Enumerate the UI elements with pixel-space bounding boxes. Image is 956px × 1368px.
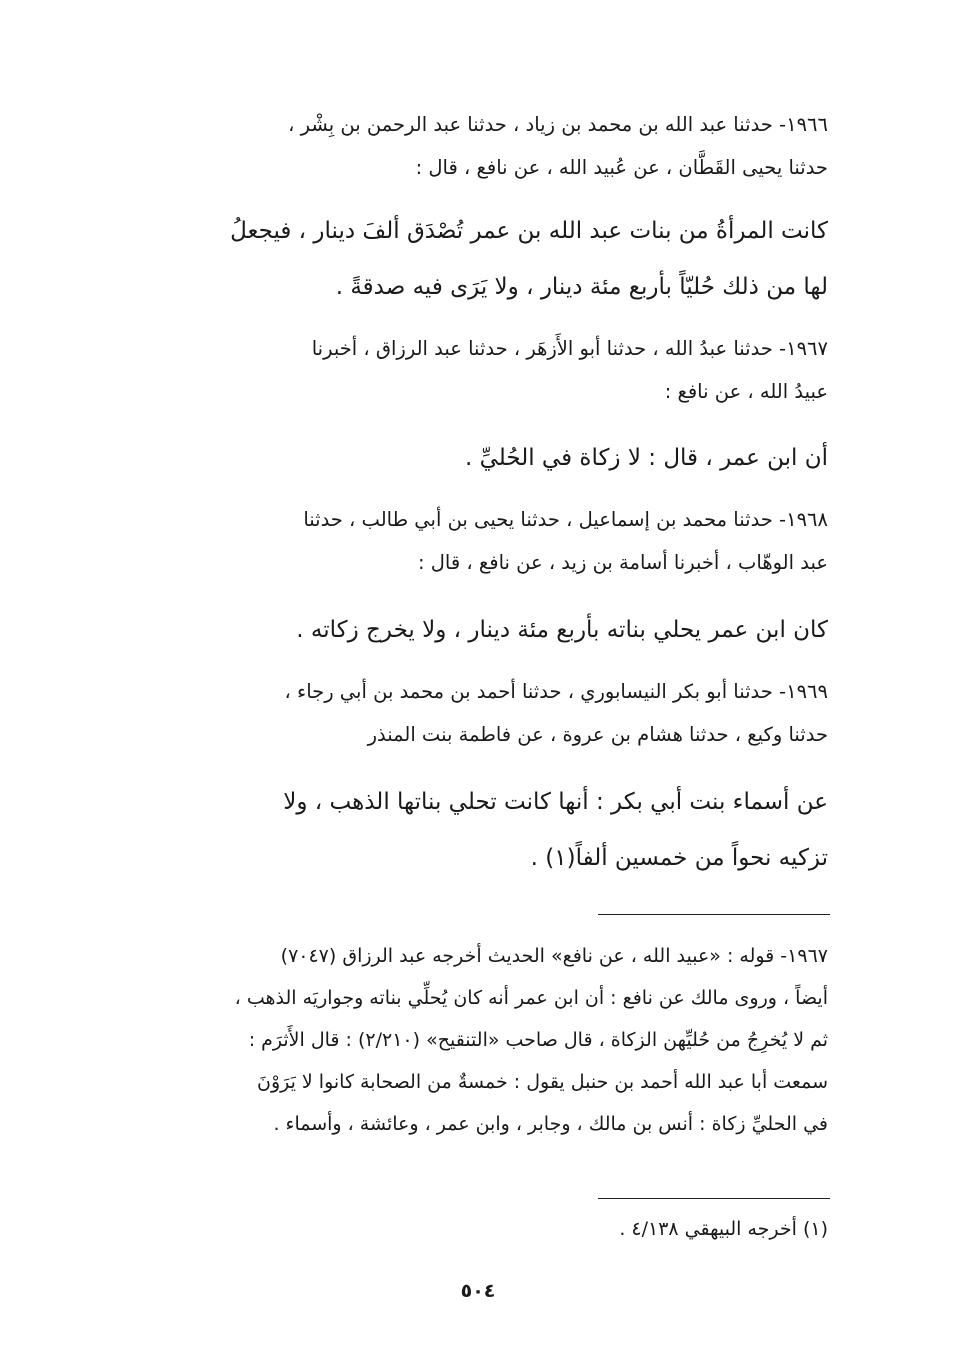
footnote-text: (١) أخرجه البيهقي ٤/١٣٨ . [619, 1218, 828, 1240]
isnad-line: حدثنا يحيى القَطَّان ، عن عُبيد الله ، عن نافع ، قال : [415, 156, 828, 179]
hadith-1968-matn [108, 602, 828, 658]
commentary-line: ثم لا يُخرِجُ من حُليِّهن الزكاة ، قال صاحب «التنقيح» (٢/٢١٠) : قال الأَثرَم : [248, 1029, 828, 1051]
isnad-line: ١٩٦٦- حدثنا عبد الله بن محمد بن زياد ، حدثنا عبد الرحمن بن بِشْر ، [288, 113, 828, 136]
footnote [108, 1208, 828, 1250]
isnad-line: ١٩٦٨- حدثنا محمد بن إسماعيل ، حدثنا يحيى بن أبي طالب ، حدثنا [303, 508, 828, 531]
hadith-1967-isnad [108, 327, 828, 413]
isnad-line: حدثنا وكيع ، حدثنا هشام بن عروة ، عن فاطمة بنت المنذر [367, 723, 828, 746]
hadith-1966-matn [108, 203, 828, 315]
commentary-line: سمعت أبا عبد الله أحمد بن حنبل يقول : خمسةٌ من الصحابة كانوا لا يَرَوْنَ [256, 1071, 828, 1093]
isnad-line: ١٩٦٧- حدثنا عبدُ الله ، حدثنا أبو الأَزهَر ، حدثنا عبد الرزاق ، أخبرنا [311, 337, 828, 360]
matn-line: كانت المرأةُ من بنات عبد الله بن عمر تُصْدَق ألفَ دينار ، فيجعلُ [230, 218, 828, 244]
matn-line: تزكيه نحواً من خمسين ألفاً(١) . [530, 845, 828, 871]
matn-line: عن أسماء بنت أبي بكر : أنها كانت تحلي بناتها الذهب ، ولا [283, 789, 828, 815]
commentary-separator [598, 914, 830, 915]
page-number: ٥٠٤ [460, 1280, 496, 1302]
matn-line: لها من ذلك حُليّاً بأربع مئة دينار ، ولا يَرَى فيه صدقةً . [335, 274, 828, 300]
hadith-1969-isnad [108, 670, 828, 756]
hadith-1966-isnad [108, 103, 828, 189]
commentary-line: ١٩٦٧- قوله : «عبيد الله ، عن نافع» الحديث أخرجه عبد الرزاق (٧٠٤٧) [280, 945, 828, 967]
commentary-block [108, 935, 828, 1145]
isnad-line: عبيدُ الله ، عن نافع : [664, 380, 828, 403]
isnad-line: عبد الوهّاب ، أخبرنا أسامة بن زيد ، عن نافع ، قال : [417, 551, 828, 574]
hadith-1967-matn [108, 430, 828, 486]
commentary-line: أيضاً ، وروى مالك عن نافع : أن ابن عمر أنه كان يُحلِّي بناته وجواريَه الذهب ، [234, 987, 828, 1009]
matn-line: أن ابن عمر ، قال : لا زكاة في الحُليِّ . [464, 445, 828, 471]
footnote-separator [598, 1198, 830, 1199]
matn-line: كان ابن عمر يحلي بناته بأربع مئة دينار ، ولا يخرج زكاته . [296, 617, 828, 643]
hadith-1968-isnad [108, 498, 828, 584]
hadith-1969-matn [108, 774, 828, 886]
isnad-line: ١٩٦٩- حدثنا أبو بكر النيسابوري ، حدثنا أحمد بن محمد بن أبي رجاء ، [284, 680, 828, 703]
commentary-line: في الحليِّ زكاة : أنس بن مالك ، وجابر ، وابن عمر ، وعائشة ، وأسماء . [273, 1113, 828, 1135]
